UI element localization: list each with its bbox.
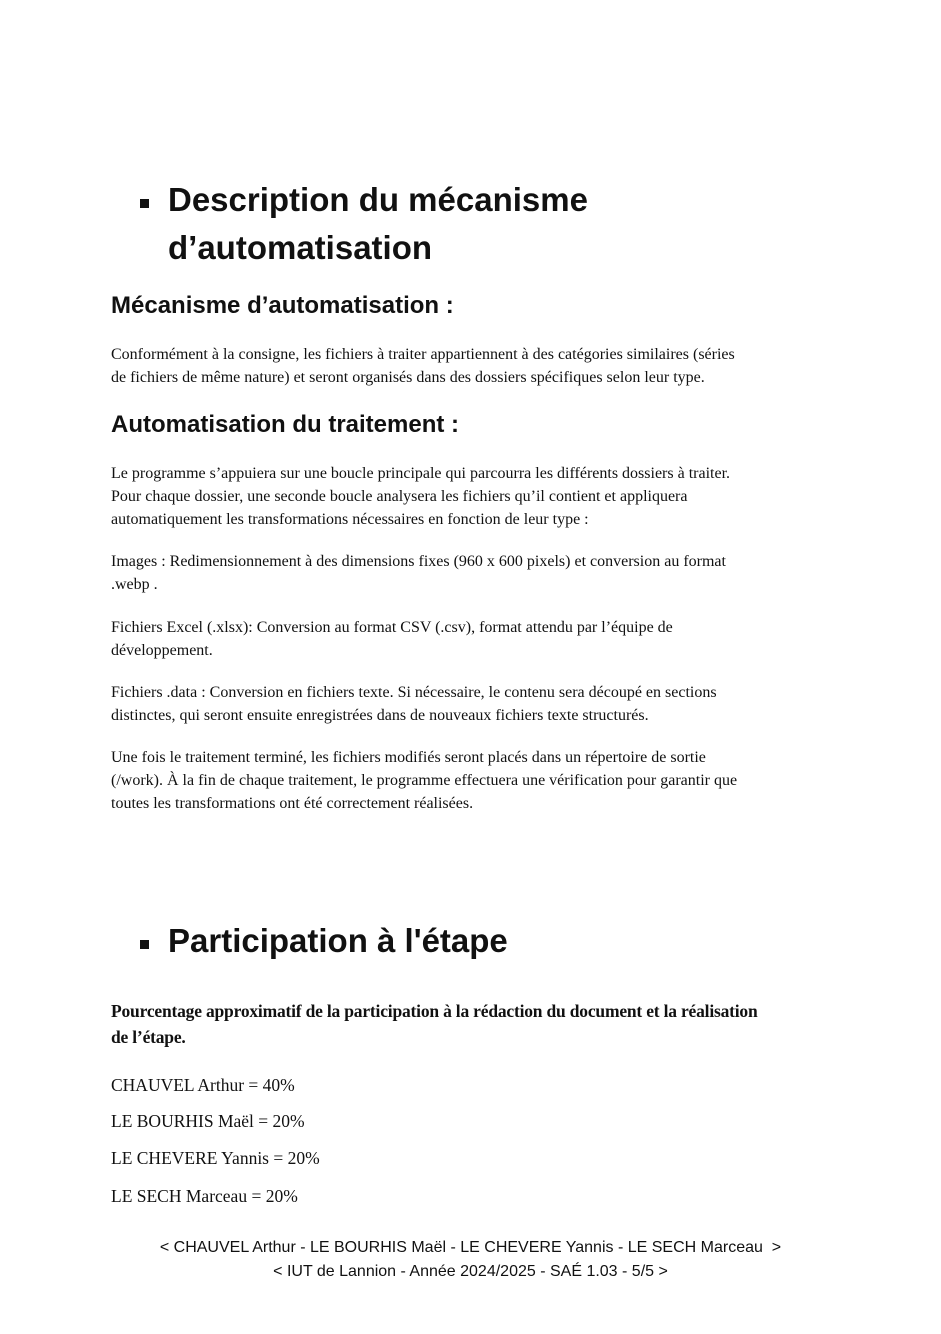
text-line: Images : Redimensionnement à des dimensions fixes (960 x 600 pixels) et conversion au format — [111, 553, 726, 570]
text-line: de fichiers de même nature) et seront organisés dans des dossiers spécifiques selon leur type. — [111, 369, 705, 386]
paragraph-mecanisme — [111, 343, 841, 389]
text-line: Fichiers Excel (.xlsx): Conversion au format CSV (.csv), format attendu par l’équipe de — [111, 619, 673, 636]
text-line: développement. — [111, 642, 213, 659]
participation-intro — [111, 998, 841, 1050]
text-line: Pour chaque dossier, une seconde boucle analysera les fichiers qu’il contient et appliquera — [111, 488, 688, 505]
paragraph-intro — [111, 462, 841, 531]
text-line: (/work). À la fin de chaque traitement, le programme effectuera une vérification pour garantir que — [111, 772, 738, 789]
text-line: Une fois le traitement terminé, les fichiers modifiés seront placés dans un répertoire de sortie — [111, 749, 706, 766]
paragraph-final — [111, 746, 841, 815]
text-line: automatiquement les transformations nécessaires en fonction de leur type : — [111, 511, 589, 528]
member-line: LE BOURHIS Maël = 20% — [111, 1111, 305, 1131]
heading-automatisation: Automatisation du traitement : — [111, 411, 460, 438]
text-line: Pourcentage approximatif de la participation à la rédaction du document et la réalisation — [111, 1001, 758, 1021]
text-line: distinctes, qui seront ensuite enregistrées dans de nouveaux fichiers texte structurés. — [111, 707, 649, 724]
section-title-description — [140, 176, 840, 272]
text-line: Fichiers .data : Conversion en fichiers texte. Si nécessaire, le contenu sera découpé en sections — [111, 684, 717, 701]
section-title-line2: d’automatisation — [168, 229, 433, 266]
text-line: de l’étape. — [111, 1027, 186, 1047]
member-line: CHAUVEL Arthur = 40% — [111, 1075, 295, 1095]
paragraph-images — [111, 550, 841, 596]
paragraph-data — [111, 681, 841, 727]
footer-info: < IUT de Lannion - Année 2024/2025 - SAÉ 1.03 - 5/5 > — [273, 1263, 668, 1280]
member-line: LE CHEVERE Yannis = 20% — [111, 1148, 320, 1168]
heading-mecanisme: Mécanisme d’automatisation : — [111, 292, 454, 319]
paragraph-excel — [111, 616, 841, 662]
footer-authors: < CHAUVEL Arthur - LE BOURHIS Maël - LE CHEVERE Yannis - LE SECH Marceau > — [159, 1239, 782, 1256]
member-line: LE SECH Marceau = 20% — [111, 1186, 298, 1206]
section-title-line1: Description du mécanisme — [168, 181, 588, 218]
section-title-participation — [140, 917, 840, 965]
text-line: Conformément à la consigne, les fichiers à traiter appartiennent à des catégories similaires (séries — [111, 346, 735, 363]
text-line: Le programme s’appuiera sur une boucle principale qui parcourra les différents dossiers à traiter. — [111, 465, 731, 482]
section-title-text: Participation à l'étape — [168, 922, 508, 959]
text-line: toutes les transformations ont été correctement réalisées. — [111, 795, 474, 812]
bullet-icon — [140, 940, 149, 949]
text-line: .webp . — [111, 576, 158, 593]
bullet-icon — [140, 199, 149, 208]
